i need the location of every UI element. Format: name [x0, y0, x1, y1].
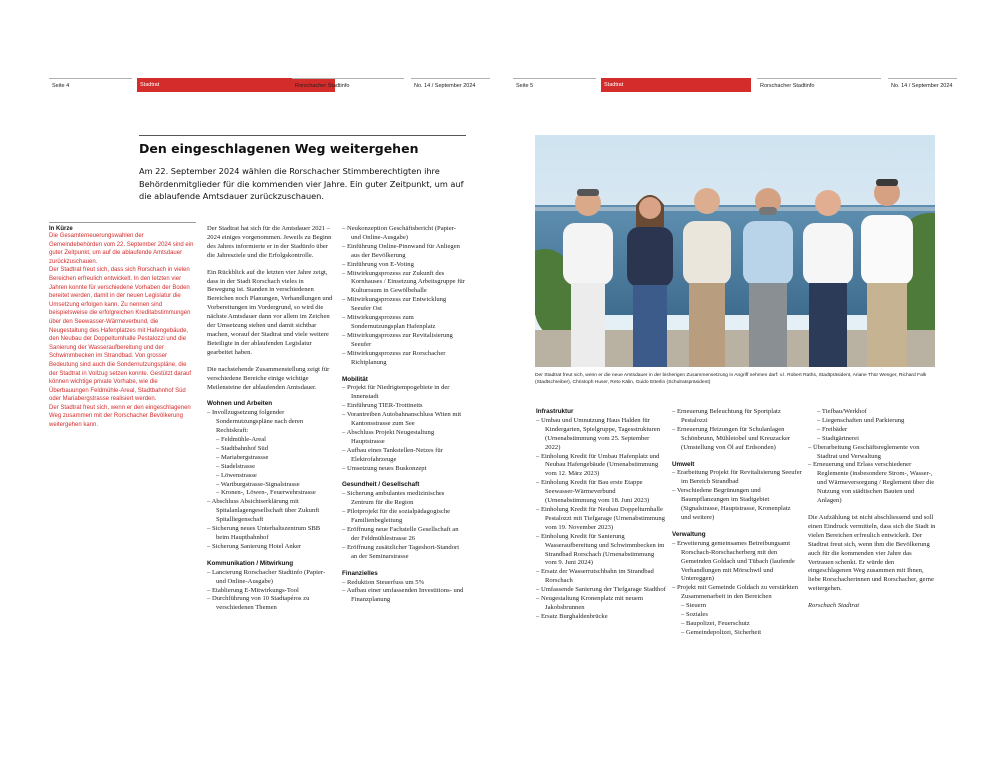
list-item: – Neukonzeption Geschäftsbericht (Papier- und Online-Ausgabe) [342, 225, 466, 243]
article-column-1 [207, 225, 333, 621]
signature: Rorschach Stadtrat [808, 602, 860, 610]
list-item: – Aufbau einer umfassenden Investitions- und Finanzplanung [342, 587, 466, 605]
closing-paragraph: Die Aufzählung ist nicht abschliessend und soll einen Eindruck vermitteln, dass sich die Stadt in vielen Bereichen erfreulich entwickelt. Der Stadtrat freut sich, wenn ihm die Bevölkerung auch für die kommenden vier Jahre das Vertrauen schenkt. Er würde den eingeschlagenen Weg zusammen mit Ihnen, liebe Rorschacherinnen und Rorschacher, gerne weitergehen. [808, 513, 936, 593]
in-kuerze-paragraph: Der Stadtrat freut sich, dass sich Rorschach in vielen Bereichen erfreulich entwickelt. In den letzten vier Jahren konnte für verschiedene Vorhaben der Boden bereitet werden, damit in der neuen Legislatur die Umsetzung erfolgen kann. Zu nennen sind beispielsweise die erfolgreichen Kreditabstimmungen über den Seewasser-Wärmeverbund, die Neugestaltung des Hafenplatzes mit Hafengebäude, den Neubau der Doppelturnhalle Pestalozzi und die Sanierung der Wasseraufbereitung und der Schwimmbecken im Strandbad. Von grosser Bedeutung sind auch die Sondernutzungspläne, die der Stadtrat in Vollzug setzen konnte. Gestützt darauf können wichtige private Vorhabe, wie die Überbauungen Feldmühle-Areal, Stadtbahnhof Süd oder Mariabergstrasse realisiert werden. [49, 267, 192, 403]
publication-name: Rorschacher Stadtinfo [292, 78, 404, 92]
section-heading: Infrastruktur [536, 408, 574, 415]
list-wohnen [207, 409, 333, 552]
list-item: – Umfassende Sanierung der Tiefgarage Stadthof [536, 586, 666, 595]
list-item: – Wartburgstrasse-Signalstrasse [207, 481, 333, 490]
list-item: – Erweiterung gemeinsames Betreibungsamt Rorschach-Rorschacherberg mit den Gemeinden Goldach und Tübach (laufende Verhandlungen mit Mörschwil und Untereggen) [672, 540, 802, 585]
list-item: – Stadelstrasse [207, 463, 333, 472]
headline-rule [139, 135, 466, 136]
issue-label: No. 14 / September 2024 [411, 78, 490, 92]
issue-label: No. 14 / September 2024 [888, 78, 957, 92]
list-infrastruktur [536, 417, 666, 622]
body-paragraph: Ein Rückblick auf die letzten vier Jahre zeigt, dass in der Stadt Rorschach vieles in Bewegung ist. Standen in verschiedenen Bereichen noch Planungen, Verhandlungen und Vorbereitungen im Vordergrund, so wird die nächste Amtsdauer dann vor allem im Zeichen der Umsetzung stehen und damit sichtbar machen, worauf der Stadtrat und viele weitere Beteiligte in der ablaufenden Legislatur gearbeitet haben. [207, 268, 333, 356]
list-item: – Einführung von E-Voting [342, 261, 466, 270]
list-item: – Eröffnung neue Fachstelle Gesellschaft an der Feldmühlestrasse 26 [342, 526, 466, 544]
photo-caption: Der Stadtrat freut sich, wenn er die neue Amtsdauer in der bisherigen Zusammensetzung in Angriff nehmen darf: v.l. Robert Raths, Stadtpräsident, Ariane Thür Wenger, Richard Falk (Stadtschreiber), Christoph Huser, Reto Kälin, Guido Etterlin (Schulratspräsident) [535, 373, 927, 385]
list-item: – Einführung Online-Pinnwand für Anliegen aus der Bevölkerung [342, 243, 466, 261]
list-item: – Umsetzung neues Buskonzept [342, 465, 466, 474]
list-item: – Invollzugsetzung folgender Sondernutzungspläne nach deren Rechtskraft: [207, 409, 333, 436]
section-heading: Kommunikation / Mitwirkung [207, 559, 294, 567]
page-number: Seite 5 [513, 78, 596, 92]
in-kuerze-paragraph: Die Gesamterneuerungswahlen der Gemeindebehörden vom 22. September 2024 sind ein guter Zeitpunkt, um auf die ablaufende Amtsdauer zurückzuschauen. [49, 233, 194, 265]
header-left [49, 78, 490, 92]
list-item: – Kronen-, Löwen-, Feuerwehrstrasse [207, 489, 333, 498]
body-paragraph: Der Stadtrat hat sich für die Amtsdauer 2021 – 2024 einiges vorgenommen. Jeweils zu Beginn des Jahres informierte er in der Stadtinfo über die Jahresziele und die Erfolgskontrolle. [207, 225, 332, 259]
article-column-2 [342, 225, 466, 613]
list-item: – Stadtgärtnerei [808, 435, 936, 444]
list-item: – Mitwirkungsprozess zum Sondernutzungsplan Hafenplatz [342, 314, 466, 332]
list-item: – Überarbeitung Geschäftsreglemente von Stadtrat und Verwaltung [808, 444, 936, 462]
list-item: – Sicherung Sanierung Hotel Anker [207, 543, 333, 552]
list-item: – Einholung Kredit für Neubau Doppelturnhalle Pestalozzi mit Tiefgarage (Urnenabstimmung vom 19. November 2023) [536, 506, 666, 533]
article-column-4 [672, 408, 802, 646]
list-item: – Erneuerung Heizungen für Schulanlagen Schönbrunn, Mühletobel und Kreuzacker (Umstellung von Öl auf Erdsonden) [672, 426, 802, 453]
list-item: – Tiefbau/Werkhof [808, 408, 936, 417]
in-kuerze-title: In Kürze [49, 226, 73, 232]
section-heading: Mobilität [342, 375, 368, 383]
section-heading: Wohnen und Arbeiten [207, 400, 273, 408]
list-item: – Einholung Kredit für Umbau Hafenplatz und Neubau Hafengebäude (Urnenabstimmung vom 12. März 2023) [536, 453, 666, 480]
list-item: – Projekt für Niedrigtempogebiete in der Innenstadt [342, 384, 466, 402]
group-photo-illustration [535, 135, 935, 367]
list-item: – Mitwirkungsprozess zur Zukunft des Kornhauses / Einsetzung Arbeitsgruppe für Kulturraum in Gewölbehalle [342, 270, 466, 297]
list-item: – Projekt mit Gemeinde Goldach zu verstärkten Zusammenarbeit in den Bereichen [672, 584, 802, 602]
article-column-5 [808, 408, 936, 619]
in-kuerze-box [49, 222, 196, 430]
list-item: – Durchführung von 10 Stadtapéros zu verschiedenen Themen [207, 595, 333, 613]
list-item: – Einholung Kredit für Sanierung Wasseraufbereitung und Schwimmbecken im Strandbad Rorschach (Urnenabstimmung vom 9. Juni 2024) [536, 533, 666, 569]
list-item: – Etablierung E-Mitwirkungs-Tool [207, 587, 333, 596]
list-item: – Abschluss Projekt Neugestaltung Hauptstrasse [342, 429, 466, 447]
list-item: – Gemeindepolizei, Sicherheit [672, 629, 802, 638]
list-kommunikation [207, 569, 333, 614]
list-mobilitaet [342, 384, 466, 473]
list-item: – Freibäder [808, 426, 936, 435]
list-item: – Mitwirkungsprozess zur Rorschacher Richtplanung [342, 350, 466, 368]
list-infrastruktur-cont [672, 408, 802, 453]
list-item: – Mitwirkungsprozess zur Entwicklung Seeufer Ost [342, 296, 466, 314]
list-item: – Feldmühle-Areal [207, 436, 333, 445]
list-verwaltung [672, 540, 802, 638]
publication-name: Rorschacher Stadtinfo [757, 78, 881, 92]
list-item: – Liegenschaften und Parkierung [808, 417, 936, 426]
list-item: – Eröffnung zusätzlicher Tageshort-Standort an der Seminarstrasse [342, 544, 466, 562]
in-kuerze-paragraph: Der Stadtrat freut sich, wenn er den eingeschlagenen Weg zusammen mit der Rorschacher Bevölkerung weitergehen kann. [49, 404, 191, 429]
section-heading: Verwaltung [672, 530, 706, 538]
list-item: – Sicherung ambulantes medizinisches Zentrum für die Region [342, 490, 466, 508]
list-item: – Vorantreiben Autobahnanschluss Witen mit Kantonsstrasse zum See [342, 411, 466, 429]
list-item: – Ersatz Burghaldenbrücke [536, 613, 666, 622]
headline: Den eingeschlagenen Weg weitergehen [139, 141, 419, 156]
list-item: – Reduktion Steuerfuss um 5% [342, 579, 466, 588]
list-item: – Mariabergstrassse [207, 454, 333, 463]
list-item: – Mitwirkungsprozess zur Revitalisierung Seeufer [342, 332, 466, 350]
section-heading: Gesundheit / Gesellschaft [342, 481, 420, 489]
section-heading: Finanzielles [342, 569, 378, 577]
lead-text: Am 22. September 2024 wählen die Rorschacher Stimmberechtigten ihre Behördenmitglieder für die kommenden vier Jahre. Ein guter Zeitpunkt, um auf die ablaufende Amtsdauer zurückzuschauen. [139, 166, 464, 202]
list-item: – Aufbau eines Tankstellen-Netzes für Elektrofahrzeuge [342, 447, 466, 465]
list-kommunikation-cont [342, 225, 466, 368]
list-item: – Ersatz der Wasserrutschbahn im Strandbad Rorschach [536, 568, 666, 586]
list-item: – Löwenstrasse [207, 472, 333, 481]
list-item: – Erneuerung und Erlass verschiedener Reglemente (insbesondere Strom-, Wasser-, und Wärmeversorgung / Reglement über die Nutzung von städtischen Bauten und Anlagen) [808, 461, 936, 506]
list-item: – Pilotprojekt für die sozialpädagogische Familienbegleitung [342, 508, 466, 526]
body-paragraph: Die nachstehende Zusammenstellung zeigt für verschiedene Bereiche einige wichtige Meilensteine der ablaufenden Amtsdauer. [207, 365, 330, 391]
list-item: – Einführung TIER-Trottinetts [342, 402, 466, 411]
list-item: – Neugestaltung Kronenplatz mit neuem Jakobsbrunnen [536, 595, 666, 613]
header-right [513, 78, 957, 92]
list-item: – Erarbeitung Projekt für Revitalisierung Seeufer im Bereich Strandbad [672, 469, 802, 487]
list-item: – Baupolizei, Feuerschutz [672, 620, 802, 629]
list-item: – Abschluss Absichtserklärung mit Spitalanlagengesellschaft über Zukunft Spitalliegenschaft [207, 498, 333, 525]
section-label: Stadtrat [137, 78, 335, 92]
list-gesundheit [342, 490, 466, 561]
list-umwelt [672, 469, 802, 522]
list-item: – Verschiedene Begrünungen und Baumpflanzungen im Stadtgebiet (Signalstrasse, Hauptstrasse, Kronenplatz und weitere) [672, 487, 802, 523]
list-item: – Sicherung neues Unterhaltszentrum SBB beim Hauptbahnhof [207, 525, 333, 543]
list-item: – Stadtbahnhof Süd [207, 445, 333, 454]
article-column-3 [536, 408, 666, 630]
list-item: – Lancierung Rorschacher Stadtinfo (Papier- und Online-Ausgabe) [207, 569, 333, 587]
list-item: – Steuern [672, 602, 802, 611]
list-item: – Umbau und Umnutzung Haus Halden für Kindergarten, Spielgruppe, Tagesstrukturen (Urnenabstimmung vom 25. September 2022) [536, 417, 666, 453]
list-item: – Soziales [672, 611, 802, 620]
list-item: – Erneuerung Beleuchtung für Sportplatz Pestalozzi [672, 408, 802, 426]
page-number: Seite 4 [49, 78, 132, 92]
list-item: – Einholung Kredit für Bau erste Etappe Seewasser-Wärmeverbund (Urnenabstimmung vom 18. Juni 2023) [536, 479, 666, 506]
section-heading: Umwelt [672, 460, 695, 468]
list-finanzielles [342, 579, 466, 606]
group-photo [535, 135, 935, 367]
section-label: Stadtrat [601, 78, 751, 92]
list-verwaltung-cont [808, 408, 936, 506]
